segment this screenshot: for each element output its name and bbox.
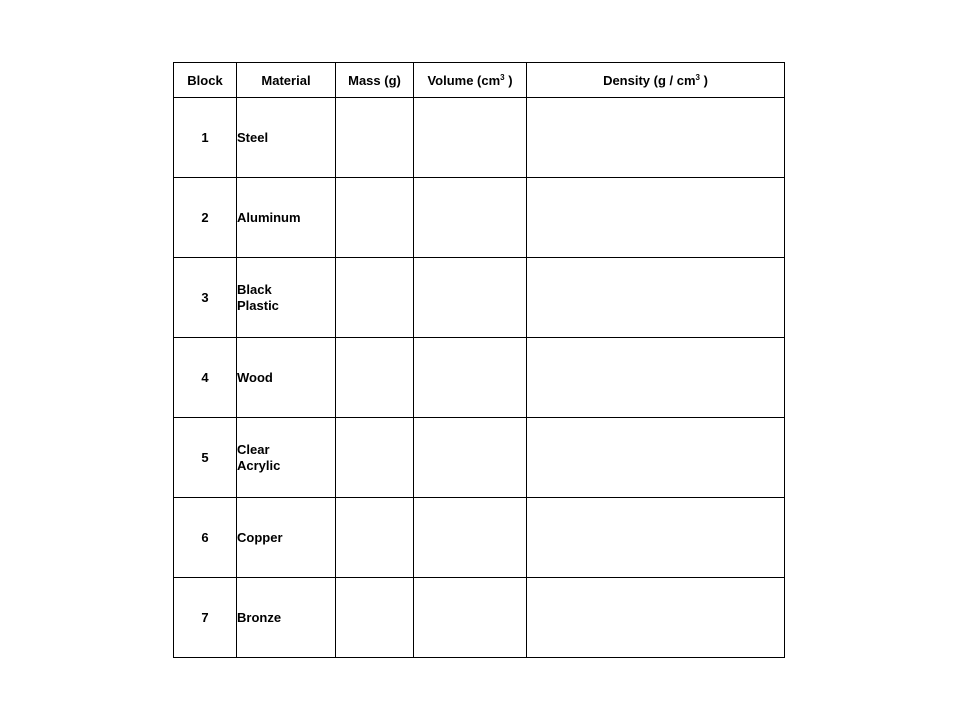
header-density-suffix: ) — [699, 72, 708, 88]
header-material: Material — [237, 63, 336, 98]
mass-cell — [336, 498, 414, 578]
header-volume-prefix: Volume (cm — [427, 72, 501, 88]
table-row — [174, 498, 785, 578]
volume-cell — [414, 338, 527, 418]
block-number-cell: 6 — [174, 498, 237, 578]
header-mass: Mass (g) — [336, 63, 414, 98]
mass-cell — [336, 98, 414, 178]
table-row — [174, 178, 785, 258]
volume-cell — [414, 258, 527, 338]
table-row — [174, 578, 785, 658]
material-label: Copper — [237, 529, 283, 545]
density-cell — [527, 578, 785, 658]
mass-cell — [336, 178, 414, 258]
block-number-cell: 5 — [174, 418, 237, 498]
density-cell — [527, 498, 785, 578]
mass-cell — [336, 258, 414, 338]
density-cell — [527, 418, 785, 498]
density-cell — [527, 258, 785, 338]
block-number-cell: 7 — [174, 578, 237, 658]
volume-cell — [414, 98, 527, 178]
material-label: Steel — [237, 129, 269, 145]
material-cell — [237, 338, 336, 418]
block-number-cell: 2 — [174, 178, 237, 258]
table-row — [174, 258, 785, 338]
header-block: Block — [174, 63, 237, 98]
mass-cell — [336, 578, 414, 658]
material-label: Clear Acrylic — [237, 441, 281, 473]
header-volume-superscript: 3 — [500, 72, 505, 82]
volume-cell — [414, 578, 527, 658]
header-density — [527, 63, 785, 98]
material-label: Aluminum — [237, 209, 301, 225]
volume-cell — [414, 178, 527, 258]
table-row — [174, 418, 785, 498]
density-cell — [527, 338, 785, 418]
volume-cell — [414, 498, 527, 578]
table-row — [174, 98, 785, 178]
material-cell — [237, 178, 336, 258]
material-cell — [237, 98, 336, 178]
material-label: Wood — [237, 369, 273, 385]
header-volume-suffix: ) — [504, 72, 513, 88]
header-density-prefix: Density (g / cm — [603, 72, 696, 88]
mass-cell — [336, 338, 414, 418]
density-data-table — [173, 62, 785, 658]
material-cell — [237, 418, 336, 498]
material-cell — [237, 258, 336, 338]
block-number-cell: 1 — [174, 98, 237, 178]
material-cell — [237, 578, 336, 658]
table-row — [174, 338, 785, 418]
block-number-cell: 3 — [174, 258, 237, 338]
block-number-cell: 4 — [174, 338, 237, 418]
material-label: Bronze — [237, 609, 282, 625]
header-volume — [414, 63, 527, 98]
header-row — [174, 63, 785, 98]
density-cell — [527, 178, 785, 258]
density-cell — [527, 98, 785, 178]
material-label: Black Plastic — [237, 281, 279, 313]
mass-cell — [336, 418, 414, 498]
header-density-superscript: 3 — [695, 72, 700, 82]
volume-cell — [414, 418, 527, 498]
material-cell — [237, 498, 336, 578]
